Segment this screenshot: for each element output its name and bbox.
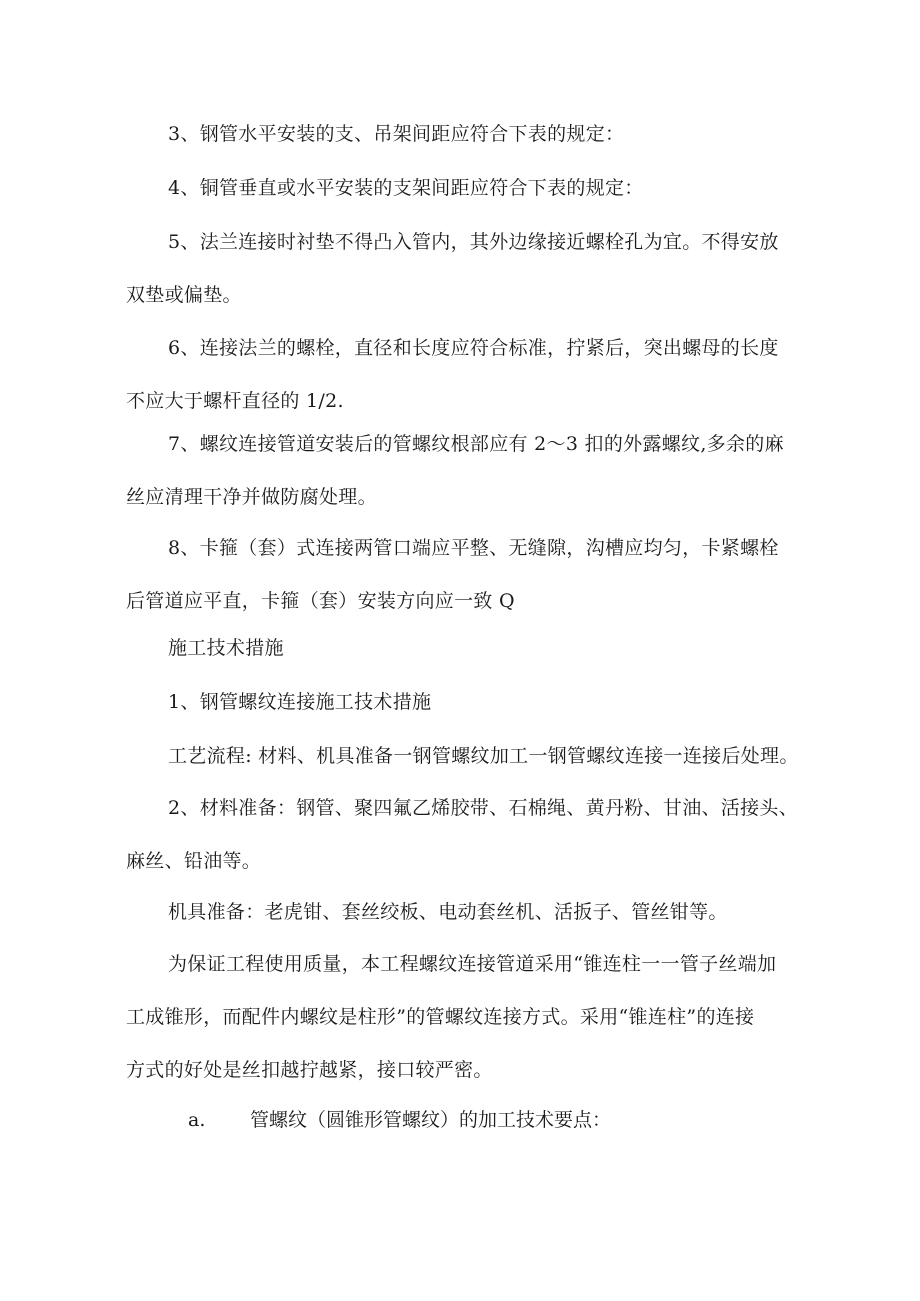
section-1-title — [126, 676, 826, 729]
paragraph-5 — [126, 216, 826, 322]
paragraph-7 — [126, 418, 826, 524]
text-line: 1、钢管螺纹连接施工技术措施 — [168, 691, 432, 713]
process-flow — [126, 730, 826, 783]
list-item-a — [188, 1094, 611, 1147]
text-line: 丝应清理干净并做防腐处理。 — [126, 486, 377, 508]
text-line: 施工技术措施 — [168, 637, 284, 659]
text-line: 双垫或偏垫。 — [126, 284, 242, 306]
text-line: 后管道应平直，卡箍（套）安装方向应一致 Q — [126, 590, 515, 612]
paragraph-4 — [126, 162, 826, 215]
tool-preparation — [126, 886, 826, 939]
text-line: 5、法兰连接时衬垫不得凸入管内，其外边缘接近螺栓孔为宜。不得安放 — [168, 231, 779, 253]
material-preparation — [126, 782, 826, 888]
text-line: 8、卡箍（套）式连接两管口端应平整、无缝隙，沟槽应均匀，卡紧螺栓 — [168, 537, 779, 559]
text-line: 工成锥形，而配件内螺纹是柱形”的管螺纹连接方式。采用“锥连柱”的连接 — [126, 1006, 755, 1028]
text-line: 机具准备：老虎钳、套丝绞板、电动套丝机、活扳子、管丝钳等。 — [168, 901, 728, 923]
text-line: 3、钢管水平安装的支、吊架间距应符合下表的规定： — [168, 123, 625, 145]
text-line: 2、材料准备：钢管、聚四氟乙烯胶带、石棉绳、黄丹粉、甘油、活接头、 — [168, 797, 798, 819]
text-line: 6、连接法兰的螺栓，直径和长度应符合标准，拧紧后，突出螺母的长度 — [168, 337, 779, 359]
paragraph-8 — [126, 522, 826, 628]
paragraph-3 — [126, 108, 826, 161]
text-line: 为保证工程使用质量，本工程螺纹连接管道采用“锥连柱一一管子丝端加 — [168, 953, 777, 975]
text-line: 工艺流程: 材料、机具准备一钢管螺纹加工一钢管螺纹连接一连接后处理。 — [168, 745, 799, 767]
text-line: 方式的好处是丝扣越拧越紧，接口较严密。 — [126, 1059, 493, 1081]
text-line: 不应大于螺杆直径的 1/2. — [126, 390, 344, 412]
text-line: 4、铜管垂直或水平安装的支架间距应符合下表的规定： — [168, 177, 644, 199]
list-marker: a. — [188, 1109, 206, 1131]
text-line: 麻丝、铅油等。 — [126, 850, 262, 872]
list-item-text: 管螺纹（圆锥形管螺纹）的加工技术要点： — [250, 1109, 612, 1131]
section-heading — [126, 622, 826, 675]
text-line: 7、螺纹连接管道安装后的管螺纹根部应有 2～3 扣的外露螺纹,多余的麻 — [168, 433, 784, 455]
quality-paragraph — [126, 938, 826, 1097]
paragraph-6 — [126, 322, 826, 428]
